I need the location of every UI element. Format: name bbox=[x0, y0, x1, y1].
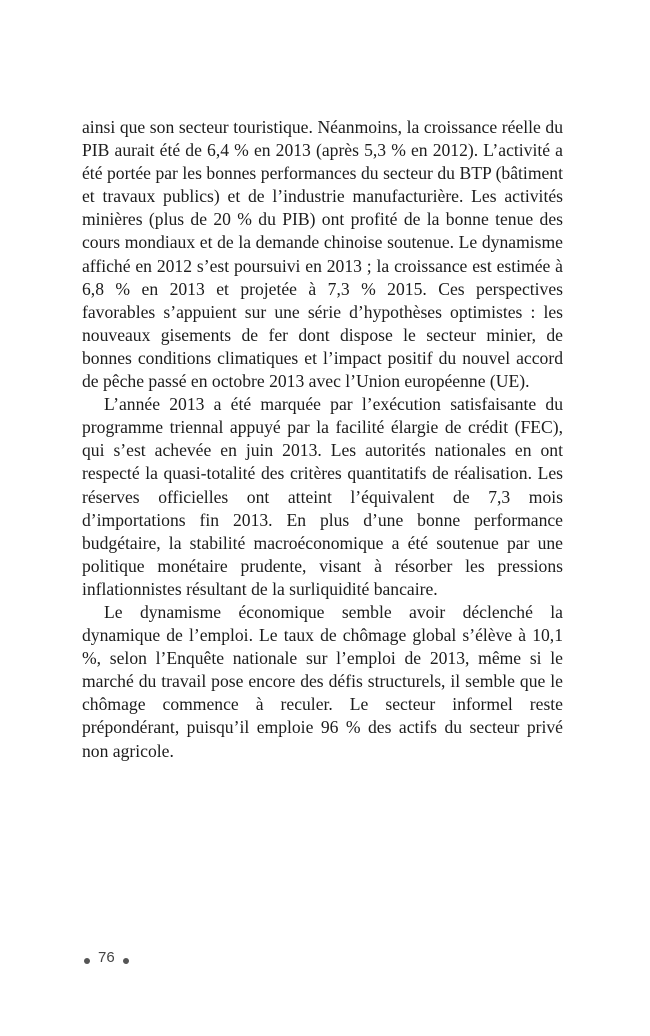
paragraph-program: L’année 2013 a été marquée par l’exécution satisfaisante du programme triennal appuyé par la facilité élargie de crédit (FEC), qui s’est achevée en juin 2013. Les autorités nationales en ont respecté la quasi-totalité des critères quantitatifs de réalisation. Les réserves officielles ont atteint l’équivalent de 7,3 mois d’importations fin 2013. En plus d’une bonne performance budgétaire, la stabilité macroéconomique a été soutenue par une politique monétaire prudente, visant à résorber les pressions inflationnistes résultant de la surliquidité bancaire. bbox=[82, 394, 563, 599]
bullet-dot-icon bbox=[84, 958, 90, 964]
body-text bbox=[82, 116, 563, 763]
paragraph-employment: Le dynamisme économique semble avoir déclenché la dynamique de l’emploi. Le taux de chômage global s’élève à 10,1 %, selon l’Enquête nationale sur l’emploi de 2013, même si le marché du travail pose encore des défis structurels, il semble que le chômage commence à reculer. Le secteur informel reste prépondérant, puisqu’il emploie 96 % des actifs du secteur privé non agricole. bbox=[82, 601, 563, 761]
bullet-dot-icon bbox=[123, 958, 129, 964]
page-footer bbox=[84, 946, 129, 968]
page-number: 76 bbox=[98, 948, 115, 966]
paragraph-continuation: ainsi que son secteur touristique. Néanmoins, la croissance réelle du PIB aurait été de 6,4 % en 2013 (après 5,3 % en 2012). L’activité a été portée par les bonnes performances du secteur du BTP (bâtiment et travaux publics) et de l’industrie manufacturière. Les activités minières (plus de 20 % du PIB) ont profité de la bonne tenue des cours mondiaux et de la demande chinoise soutenue. Le dynamisme affiché en 2012 s’est poursuivi en 2013 ; la croissance est estimée à 6,8 % en 2013 et projetée à 7,3 % 2015. Ces perspectives favorables s’appuient sur une série d’hypothèses optimistes : les nouveaux gisements de fer dont dispose le secteur minier, de bonnes conditions climatiques et l’impact positif du nouvel accord de pêche passé en octobre 2013 avec l’Union européenne (UE). bbox=[82, 117, 563, 392]
